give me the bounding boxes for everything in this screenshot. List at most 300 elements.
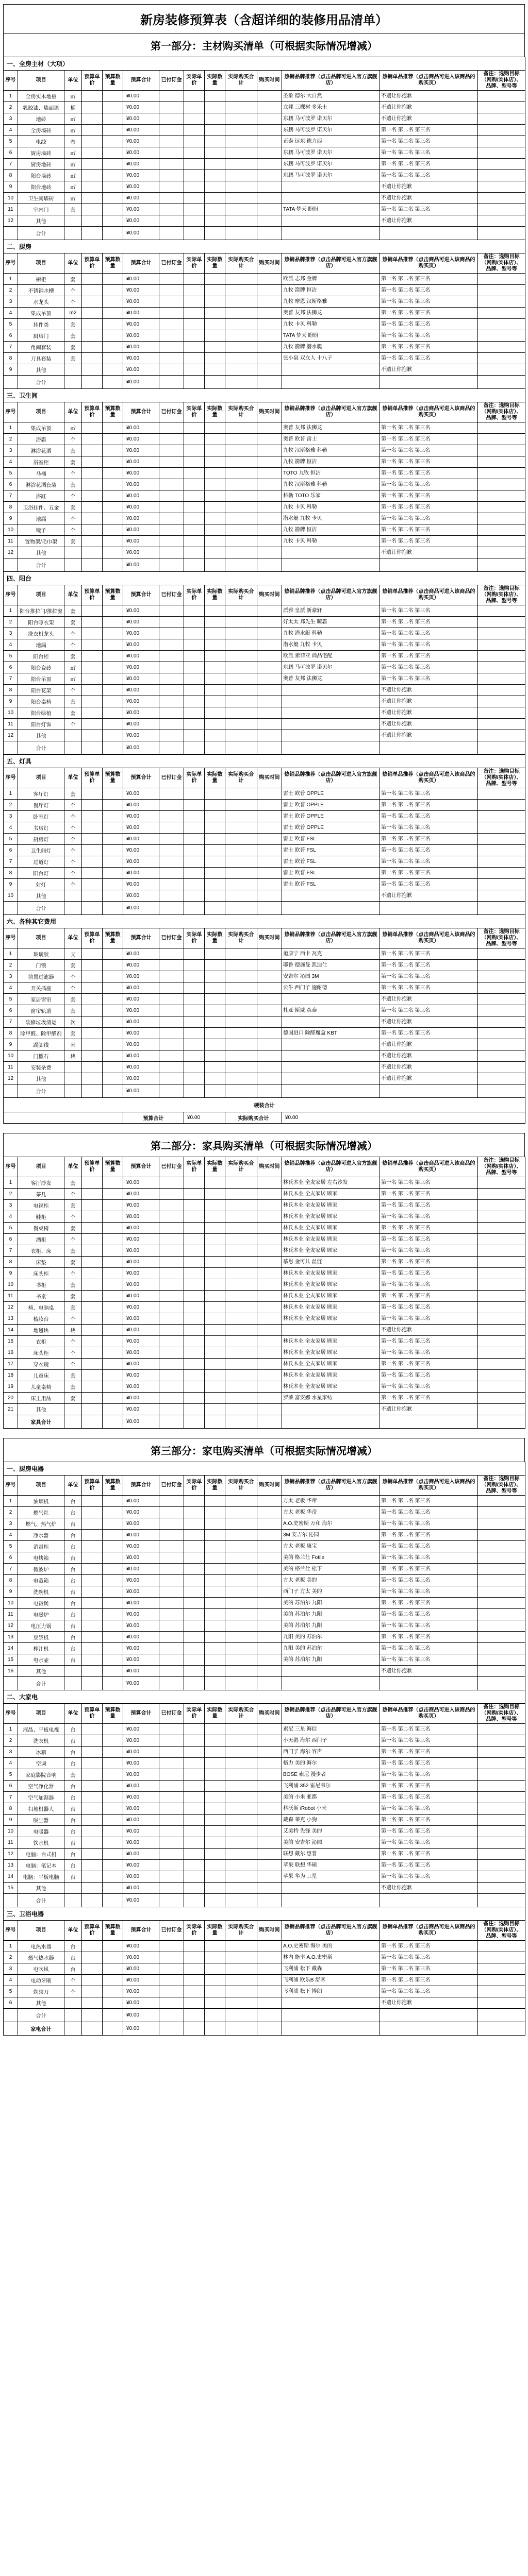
budget-qty-input[interactable] [103, 330, 123, 342]
budget-price-input[interactable] [82, 1620, 103, 1632]
product-links[interactable]: 第一名 第二名 第三名 [380, 948, 478, 960]
actual-qty-input[interactable] [205, 364, 225, 376]
purchase-date-input[interactable] [257, 1826, 282, 1837]
budget-qty-input[interactable] [103, 1268, 123, 1279]
product-links[interactable]: 第一名 第二名 第三名 [380, 1586, 478, 1598]
brand-links[interactable]: A.O.史密斯 万和 海尔 [282, 1518, 380, 1530]
budget-qty-input[interactable] [103, 1724, 123, 1735]
actual-price-input[interactable] [184, 1609, 205, 1620]
budget-price-input[interactable] [82, 1769, 103, 1781]
actual-price-input[interactable] [184, 1871, 205, 1883]
budget-price-input[interactable] [82, 890, 103, 902]
brand-links[interactable]: 林氏木业 全友家居 顾家 [282, 1359, 380, 1370]
remark-input[interactable] [478, 1189, 525, 1200]
actual-qty-input[interactable] [205, 1849, 225, 1860]
deposit-input[interactable] [159, 479, 184, 490]
budget-qty-input[interactable] [103, 1541, 123, 1552]
actual-qty-input[interactable] [205, 524, 225, 536]
remark-input[interactable] [478, 662, 525, 673]
remark-input[interactable] [478, 617, 525, 628]
actual-price-input[interactable] [184, 730, 205, 741]
deposit-input[interactable] [159, 1404, 184, 1415]
purchase-date-input[interactable] [257, 125, 282, 136]
purchase-date-input[interactable] [257, 1039, 282, 1050]
actual-qty-input[interactable] [205, 1564, 225, 1575]
purchase-date-input[interactable] [257, 834, 282, 845]
remark-input[interactable] [478, 342, 525, 353]
brand-links[interactable]: 九牧 箭牌 恒洁 [282, 285, 380, 296]
product-links[interactable]: 第一名 第二名 第三名 [380, 479, 478, 490]
budget-price-input[interactable] [82, 1028, 103, 1039]
budget-qty-input[interactable] [103, 215, 123, 227]
budget-qty-input[interactable] [103, 170, 123, 181]
budget-qty-input[interactable] [103, 788, 123, 800]
purchase-date-input[interactable] [257, 536, 282, 547]
purchase-date-input[interactable] [257, 696, 282, 707]
budget-price-input[interactable] [82, 617, 103, 628]
remark-input[interactable] [478, 811, 525, 822]
brand-links[interactable]: 林氏木业 全友家居 顾家 [282, 1291, 380, 1302]
brand-links[interactable]: 张小泉 双立人 十八子 [282, 353, 380, 364]
actual-qty-input[interactable] [205, 1268, 225, 1279]
product-links[interactable]: 第一名 第二名 第三名 [380, 1860, 478, 1871]
deposit-input[interactable] [159, 1302, 184, 1313]
actual-qty-input[interactable] [205, 1005, 225, 1016]
product-links[interactable]: 第一名 第二名 第三名 [380, 628, 478, 639]
deposit-input[interactable] [159, 1564, 184, 1575]
actual-price-input[interactable] [184, 673, 205, 685]
brand-links[interactable] [282, 696, 380, 707]
budget-qty-input[interactable] [103, 1837, 123, 1849]
budget-price-input[interactable] [82, 502, 103, 513]
purchase-date-input[interactable] [257, 364, 282, 376]
actual-qty-input[interactable] [205, 353, 225, 364]
deposit-input[interactable] [159, 960, 184, 971]
product-links[interactable]: 第一名 第二名 第三名 [380, 1370, 478, 1381]
product-links[interactable]: 第一名 第二名 第三名 [380, 1747, 478, 1758]
brand-links[interactable]: 九牧 摩恩 汉斯格雅 [282, 296, 380, 308]
purchase-date-input[interactable] [257, 811, 282, 822]
deposit-input[interactable] [159, 1632, 184, 1643]
actual-qty-input[interactable] [205, 1234, 225, 1245]
product-links[interactable]: 第一名 第二名 第三名 [380, 1643, 478, 1654]
actual-qty-input[interactable] [205, 1257, 225, 1268]
budget-qty-input[interactable] [103, 342, 123, 353]
budget-price-input[interactable] [82, 1815, 103, 1826]
actual-price-input[interactable] [184, 170, 205, 181]
brand-links[interactable]: TATA 梦天 盼盼 [282, 330, 380, 342]
brand-links[interactable] [282, 364, 380, 376]
deposit-input[interactable] [159, 1347, 184, 1359]
budget-qty-input[interactable] [103, 1849, 123, 1860]
budget-price-input[interactable] [82, 960, 103, 971]
budget-qty-input[interactable] [103, 1609, 123, 1620]
actual-price-input[interactable] [184, 719, 205, 730]
deposit-input[interactable] [159, 1245, 184, 1257]
product-links[interactable]: 第一名 第二名 第三名 [380, 1849, 478, 1860]
purchase-date-input[interactable] [257, 982, 282, 994]
purchase-date-input[interactable] [257, 319, 282, 330]
actual-qty-input[interactable] [205, 193, 225, 204]
purchase-date-input[interactable] [257, 1952, 282, 1963]
actual-price-input[interactable] [184, 434, 205, 445]
purchase-date-input[interactable] [257, 1189, 282, 1200]
actual-qty-input[interactable] [205, 1724, 225, 1735]
budget-price-input[interactable] [82, 1211, 103, 1223]
product-links[interactable]: 不遗让你抱歉 [380, 193, 478, 204]
brand-links[interactable]: 雷士 欧普 OPPLE [282, 788, 380, 800]
budget-price-input[interactable] [82, 1393, 103, 1404]
purchase-date-input[interactable] [257, 1997, 282, 2009]
product-links[interactable]: 第一名 第二名 第三名 [380, 422, 478, 434]
budget-qty-input[interactable] [103, 673, 123, 685]
deposit-input[interactable] [159, 1575, 184, 1586]
budget-qty-input[interactable] [103, 1883, 123, 1894]
deposit-input[interactable] [159, 948, 184, 960]
budget-qty-input[interactable] [103, 1189, 123, 1200]
brand-links[interactable] [282, 685, 380, 696]
actual-qty-input[interactable] [205, 1598, 225, 1609]
purchase-date-input[interactable] [257, 605, 282, 617]
purchase-date-input[interactable] [257, 502, 282, 513]
product-links[interactable]: 不遗让你抱歉 [380, 696, 478, 707]
product-links[interactable]: 第一名 第二名 第三名 [380, 1507, 478, 1518]
budget-price-input[interactable] [82, 364, 103, 376]
brand-links[interactable]: 九阳 美的 苏泊尔 [282, 1643, 380, 1654]
budget-qty-input[interactable] [103, 834, 123, 845]
actual-price-input[interactable] [184, 1575, 205, 1586]
brand-links[interactable]: 方太 老板 华帝 [282, 1507, 380, 1518]
brand-links[interactable]: 九阳 美的 苏泊尔 [282, 1632, 380, 1643]
brand-links[interactable]: 东鹏 马可波罗 诺贝尔 [282, 147, 380, 159]
remark-input[interactable] [478, 788, 525, 800]
budget-price-input[interactable] [82, 159, 103, 170]
actual-price-input[interactable] [184, 274, 205, 285]
budget-qty-input[interactable] [103, 1781, 123, 1792]
brand-links[interactable]: 东鹏 马可波罗 诺贝尔 [282, 159, 380, 170]
budget-price-input[interactable] [82, 1257, 103, 1268]
actual-price-input[interactable] [184, 868, 205, 879]
actual-price-input[interactable] [184, 1507, 205, 1518]
product-links[interactable]: 第一名 第二名 第三名 [380, 1941, 478, 1952]
brand-links[interactable] [282, 1883, 380, 1894]
actual-qty-input[interactable] [205, 1952, 225, 1963]
remark-input[interactable] [478, 502, 525, 513]
product-links[interactable]: 第一名 第二名 第三名 [380, 445, 478, 456]
budget-price-input[interactable] [82, 856, 103, 868]
deposit-input[interactable] [159, 1860, 184, 1871]
actual-price-input[interactable] [184, 102, 205, 113]
budget-qty-input[interactable] [103, 605, 123, 617]
brand-links[interactable]: 九牧 卡贝 科勒 [282, 502, 380, 513]
budget-price-input[interactable] [82, 1291, 103, 1302]
purchase-date-input[interactable] [257, 948, 282, 960]
actual-qty-input[interactable] [205, 330, 225, 342]
budget-qty-input[interactable] [103, 1336, 123, 1347]
remark-input[interactable] [478, 1279, 525, 1291]
purchase-date-input[interactable] [257, 1325, 282, 1336]
product-links[interactable]: 第一名 第二名 第三名 [380, 170, 478, 181]
brand-links[interactable]: 欧派 索菲亚 尚品宅配 [282, 651, 380, 662]
budget-price-input[interactable] [82, 1552, 103, 1564]
budget-qty-input[interactable] [103, 1586, 123, 1598]
brand-links[interactable]: 慕思 金可儿 丝涟 [282, 1257, 380, 1268]
budget-qty-input[interactable] [103, 856, 123, 868]
actual-qty-input[interactable] [205, 1050, 225, 1062]
remark-input[interactable] [478, 1177, 525, 1189]
actual-price-input[interactable] [184, 1620, 205, 1632]
actual-qty-input[interactable] [205, 204, 225, 215]
actual-price-input[interactable] [184, 1050, 205, 1062]
remark-input[interactable] [478, 364, 525, 376]
remark-input[interactable] [478, 296, 525, 308]
deposit-input[interactable] [159, 1336, 184, 1347]
product-links[interactable]: 第一名 第二名 第三名 [380, 285, 478, 296]
purchase-date-input[interactable] [257, 1507, 282, 1518]
deposit-input[interactable] [159, 1268, 184, 1279]
budget-price-input[interactable] [82, 1724, 103, 1735]
product-links[interactable]: 不遗让你抱歉 [380, 1666, 478, 1677]
actual-price-input[interactable] [184, 1747, 205, 1758]
product-links[interactable]: 第一名 第二名 第三名 [380, 1871, 478, 1883]
budget-price-input[interactable] [82, 1005, 103, 1016]
remark-input[interactable] [478, 1883, 525, 1894]
remark-input[interactable] [478, 696, 525, 707]
purchase-date-input[interactable] [257, 1735, 282, 1747]
actual-price-input[interactable] [184, 353, 205, 364]
deposit-input[interactable] [159, 285, 184, 296]
purchase-date-input[interactable] [257, 434, 282, 445]
remark-input[interactable] [478, 800, 525, 811]
budget-price-input[interactable] [82, 1575, 103, 1586]
actual-qty-input[interactable] [205, 982, 225, 994]
actual-qty-input[interactable] [205, 696, 225, 707]
remark-input[interactable] [478, 1336, 525, 1347]
deposit-input[interactable] [159, 628, 184, 639]
brand-links[interactable]: 小天鹅 海尔 西门子 [282, 1735, 380, 1747]
budget-qty-input[interactable] [103, 1496, 123, 1507]
purchase-date-input[interactable] [257, 285, 282, 296]
deposit-input[interactable] [159, 422, 184, 434]
actual-price-input[interactable] [184, 181, 205, 193]
product-links[interactable]: 不遗让你抱歉 [380, 890, 478, 902]
product-links[interactable]: 第一名 第二名 第三名 [380, 1552, 478, 1564]
purchase-date-input[interactable] [257, 1336, 282, 1347]
actual-price-input[interactable] [184, 890, 205, 902]
actual-price-input[interactable] [184, 147, 205, 159]
budget-price-input[interactable] [82, 879, 103, 890]
purchase-date-input[interactable] [257, 1654, 282, 1666]
actual-qty-input[interactable] [205, 1769, 225, 1781]
deposit-input[interactable] [159, 811, 184, 822]
actual-price-input[interactable] [184, 1028, 205, 1039]
purchase-date-input[interactable] [257, 1564, 282, 1575]
brand-links[interactable]: 奥普 友邦 法狮龙 [282, 422, 380, 434]
deposit-input[interactable] [159, 136, 184, 147]
remark-input[interactable] [478, 707, 525, 719]
deposit-input[interactable] [159, 1062, 184, 1073]
brand-links[interactable]: 美的 苏泊尔 九阳 [282, 1620, 380, 1632]
remark-input[interactable] [478, 547, 525, 558]
budget-qty-input[interactable] [103, 1005, 123, 1016]
product-links[interactable]: 第一名 第二名 第三名 [380, 456, 478, 468]
actual-price-input[interactable] [184, 502, 205, 513]
remark-input[interactable] [478, 1518, 525, 1530]
budget-qty-input[interactable] [103, 113, 123, 125]
purchase-date-input[interactable] [257, 1883, 282, 1894]
remark-input[interactable] [478, 1313, 525, 1325]
actual-qty-input[interactable] [205, 1781, 225, 1792]
product-links[interactable]: 第一名 第二名 第三名 [380, 960, 478, 971]
actual-price-input[interactable] [184, 662, 205, 673]
product-links[interactable]: 不遗让你抱歉 [380, 1039, 478, 1050]
remark-input[interactable] [478, 1050, 525, 1062]
brand-links[interactable]: 道康宁 西卡 瓦克 [282, 948, 380, 960]
product-links[interactable]: 第一名 第二名 第三名 [380, 1518, 478, 1530]
remark-input[interactable] [478, 1598, 525, 1609]
purchase-date-input[interactable] [257, 730, 282, 741]
budget-price-input[interactable] [82, 479, 103, 490]
budget-price-input[interactable] [82, 102, 103, 113]
budget-price-input[interactable] [82, 1039, 103, 1050]
purchase-date-input[interactable] [257, 1016, 282, 1028]
remark-input[interactable] [478, 1245, 525, 1257]
remark-input[interactable] [478, 868, 525, 879]
actual-qty-input[interactable] [205, 1654, 225, 1666]
brand-links[interactable]: 雷士 欧普 OPPLE [282, 811, 380, 822]
actual-qty-input[interactable] [205, 1177, 225, 1189]
budget-price-input[interactable] [82, 1598, 103, 1609]
actual-qty-input[interactable] [205, 800, 225, 811]
actual-qty-input[interactable] [205, 879, 225, 890]
budget-price-input[interactable] [82, 1496, 103, 1507]
remark-input[interactable] [478, 136, 525, 147]
budget-qty-input[interactable] [103, 800, 123, 811]
product-links[interactable]: 不遗让你抱歉 [380, 181, 478, 193]
remark-input[interactable] [478, 1575, 525, 1586]
actual-price-input[interactable] [184, 1849, 205, 1860]
budget-price-input[interactable] [82, 1518, 103, 1530]
brand-links[interactable]: 九牧 卡贝 科勒 [282, 319, 380, 330]
actual-qty-input[interactable] [205, 1837, 225, 1849]
actual-qty-input[interactable] [205, 136, 225, 147]
budget-qty-input[interactable] [103, 502, 123, 513]
brand-links[interactable]: 耶鲁 德施曼 凯迪仕 [282, 960, 380, 971]
product-links[interactable]: 第一名 第二名 第三名 [380, 879, 478, 890]
actual-price-input[interactable] [184, 330, 205, 342]
budget-price-input[interactable] [82, 1781, 103, 1792]
brand-links[interactable] [282, 707, 380, 719]
purchase-date-input[interactable] [257, 1313, 282, 1325]
remark-input[interactable] [478, 1747, 525, 1758]
product-links[interactable]: 第一名 第二名 第三名 [380, 1781, 478, 1792]
product-links[interactable]: 第一名 第二名 第三名 [380, 617, 478, 628]
purchase-date-input[interactable] [257, 1871, 282, 1883]
deposit-input[interactable] [159, 1654, 184, 1666]
actual-price-input[interactable] [184, 1975, 205, 1986]
deposit-input[interactable] [159, 673, 184, 685]
remark-input[interactable] [478, 1257, 525, 1268]
remark-input[interactable] [478, 159, 525, 170]
product-links[interactable]: 不遗让你抱歉 [380, 1404, 478, 1415]
budget-price-input[interactable] [82, 685, 103, 696]
purchase-date-input[interactable] [257, 1347, 282, 1359]
budget-qty-input[interactable] [103, 1234, 123, 1245]
deposit-input[interactable] [159, 879, 184, 890]
budget-qty-input[interactable] [103, 1941, 123, 1952]
actual-qty-input[interactable] [205, 730, 225, 741]
budget-qty-input[interactable] [103, 1347, 123, 1359]
purchase-date-input[interactable] [257, 296, 282, 308]
brand-links[interactable] [282, 193, 380, 204]
remark-input[interactable] [478, 1609, 525, 1620]
deposit-input[interactable] [159, 159, 184, 170]
actual-qty-input[interactable] [205, 1347, 225, 1359]
deposit-input[interactable] [159, 319, 184, 330]
budget-price-input[interactable] [82, 422, 103, 434]
budget-qty-input[interactable] [103, 1370, 123, 1381]
purchase-date-input[interactable] [257, 1073, 282, 1084]
product-links[interactable]: 第一名 第二名 第三名 [380, 330, 478, 342]
brand-links[interactable]: 西门子 海尔 容声 [282, 1747, 380, 1758]
budget-qty-input[interactable] [103, 308, 123, 319]
brand-links[interactable] [282, 1039, 380, 1050]
budget-qty-input[interactable] [103, 1666, 123, 1677]
budget-qty-input[interactable] [103, 1997, 123, 2009]
actual-price-input[interactable] [184, 547, 205, 558]
actual-price-input[interactable] [184, 308, 205, 319]
remark-input[interactable] [478, 1792, 525, 1803]
purchase-date-input[interactable] [257, 91, 282, 102]
budget-price-input[interactable] [82, 730, 103, 741]
budget-price-input[interactable] [82, 136, 103, 147]
budget-price-input[interactable] [82, 1189, 103, 1200]
purchase-date-input[interactable] [257, 170, 282, 181]
product-links[interactable]: 第一名 第二名 第三名 [380, 136, 478, 147]
deposit-input[interactable] [159, 1257, 184, 1268]
brand-links[interactable]: 立邦 三棵树 多乐士 [282, 102, 380, 113]
remark-input[interactable] [478, 1826, 525, 1837]
remark-input[interactable] [478, 605, 525, 617]
purchase-date-input[interactable] [257, 1268, 282, 1279]
purchase-date-input[interactable] [257, 479, 282, 490]
deposit-input[interactable] [159, 971, 184, 982]
budget-price-input[interactable] [82, 308, 103, 319]
actual-price-input[interactable] [184, 285, 205, 296]
budget-qty-input[interactable] [103, 1302, 123, 1313]
actual-qty-input[interactable] [205, 1883, 225, 1894]
actual-qty-input[interactable] [205, 1986, 225, 1997]
budget-price-input[interactable] [82, 1234, 103, 1245]
deposit-input[interactable] [159, 1941, 184, 1952]
product-links[interactable]: 不遗让你抱歉 [380, 1073, 478, 1084]
brand-links[interactable]: 方太 老板 美的 [282, 1575, 380, 1586]
deposit-input[interactable] [159, 513, 184, 524]
purchase-date-input[interactable] [257, 1975, 282, 1986]
actual-price-input[interactable] [184, 1632, 205, 1643]
deposit-input[interactable] [159, 1518, 184, 1530]
budget-qty-input[interactable] [103, 91, 123, 102]
product-links[interactable]: 第一名 第二名 第三名 [380, 1245, 478, 1257]
purchase-date-input[interactable] [257, 1792, 282, 1803]
product-links[interactable]: 第一名 第二名 第三名 [380, 159, 478, 170]
budget-qty-input[interactable] [103, 719, 123, 730]
product-links[interactable]: 第一名 第二名 第三名 [380, 800, 478, 811]
budget-qty-input[interactable] [103, 971, 123, 982]
remark-input[interactable] [478, 856, 525, 868]
remark-input[interactable] [478, 1302, 525, 1313]
budget-price-input[interactable] [82, 285, 103, 296]
